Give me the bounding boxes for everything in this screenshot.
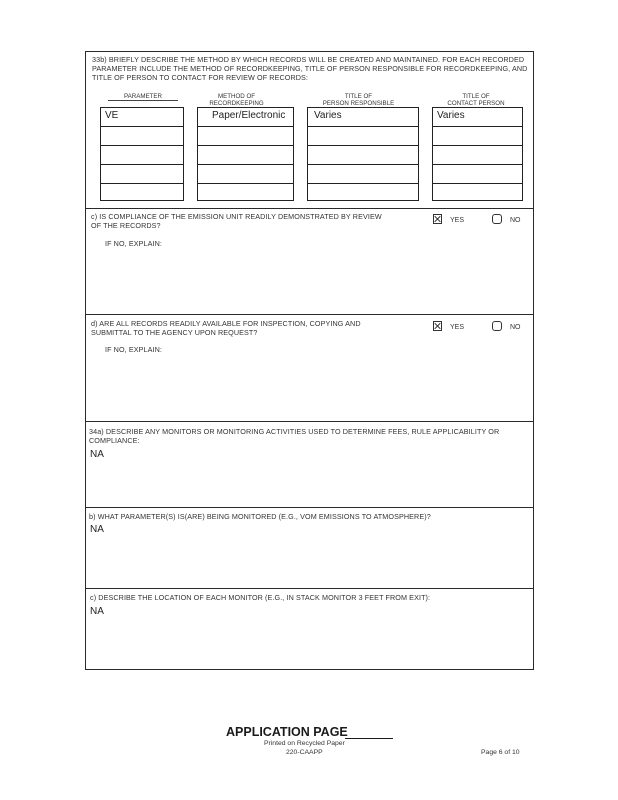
explain-label: IF NO, EXPLAIN: [105,239,163,248]
section-34c [86,589,533,669]
question-34b-text: b) WHAT PARAMETER(S) IS(ARE) BEING MONITORED (E.G., VOM EMISSIONS TO ATMOSPHERE)? [89,512,431,521]
table-cell[interactable] [101,184,183,199]
question-34a-text: 34a) DESCRIBE ANY MONITORS OR MONITORING ACTIVITIES USED TO DETERMINE FEES, RULE APPLICABILITY OR COMPLIANCE: [89,427,500,445]
table-cell[interactable] [101,127,183,146]
answer-34c[interactable]: NA [90,606,104,617]
grid-contact-person [432,107,523,201]
table-cell[interactable] [308,127,418,146]
table-cell[interactable] [308,184,418,199]
explain-label: IF NO, EXPLAIN: [105,345,163,354]
yes-checkbox[interactable] [433,321,442,331]
no-label: NO [510,324,521,331]
check-mark-icon [434,322,441,330]
table-cell[interactable]: Varies [433,108,522,127]
question-33d-text: d) ARE ALL RECORDS READILY AVAILABLE FOR INSPECTION, COPYING AND SUBMITTAL TO THE AGENCY UPON REQUEST? [91,319,361,337]
page-count: Page 6 of 10 [481,749,520,756]
column-header-parameter: PARAMETER [108,93,178,101]
column-header-contact-person: TITLE OF CONTACT PERSON [436,93,516,108]
form-id: 220-CAAPP [286,749,323,756]
question-33c-text: c) IS COMPLIANCE OF THE EMISSION UNIT READILY DEMONSTRATED BY REVIEW OF THE RECORDS? [91,212,382,230]
answer-34a[interactable]: NA [90,449,104,460]
table-cell[interactable] [433,146,522,165]
check-mark-icon [434,215,441,223]
table-cell[interactable]: Paper/Electronic [198,108,293,127]
table-cell[interactable] [101,165,183,184]
table-cell[interactable]: Varies [308,108,418,127]
section-34a [86,422,533,508]
table-cell[interactable]: VE [101,108,183,127]
table-cell[interactable] [433,165,522,184]
yes-checkbox[interactable] [433,214,442,224]
grid-person-responsible [307,107,419,201]
column-header-method: METHOD OF RECORDKEEPING [199,93,274,108]
section-33d [86,315,533,422]
grid-method [197,107,294,201]
no-checkbox[interactable] [492,214,502,224]
table-cell[interactable] [101,146,183,165]
table-cell[interactable] [433,127,522,146]
yes-label: YES [450,217,465,224]
section-33b [86,52,533,209]
grid-parameter [100,107,184,201]
answer-34b[interactable]: NA [90,524,104,535]
table-cell[interactable] [198,165,293,184]
table-cell[interactable] [198,146,293,165]
form-frame [85,51,534,670]
table-cell[interactable] [198,127,293,146]
question-33b-text: 33b) BRIEFLY DESCRIBE THE METHOD BY WHICH RECORDS WILL BE CREATED AND MAINTAINED. FOR EACH RECORDED PARAMETER INCLUDE THE METHOD OF RECORDKEEPING, TITLE OF PERSON RESPONSIBLE FOR RECORDKEEPING, AND TITLE OF PERSON TO CONTACT FOR REVIEW OF RECORDS: [92,55,528,82]
question-34c-text: c) DESCRIBE THE LOCATION OF EACH MONITOR (E.G., IN STACK MONITOR 3 FEET FROM EXIT): [90,593,431,602]
column-header-person-responsible: TITLE OF PERSON RESPONSIBLE [311,93,406,108]
table-cell[interactable] [198,184,293,199]
application-page-title: APPLICATION PAGE [226,725,348,739]
no-checkbox[interactable] [492,321,502,331]
table-cell[interactable] [308,146,418,165]
yes-label: YES [450,324,465,331]
section-34b [86,508,533,589]
no-label: NO [510,217,521,224]
page-number-line[interactable] [345,738,393,739]
table-cell[interactable] [308,165,418,184]
section-33c [86,209,533,315]
table-cell[interactable] [433,184,522,199]
recycled-paper-note: Printed on Recycled Paper [264,740,345,747]
